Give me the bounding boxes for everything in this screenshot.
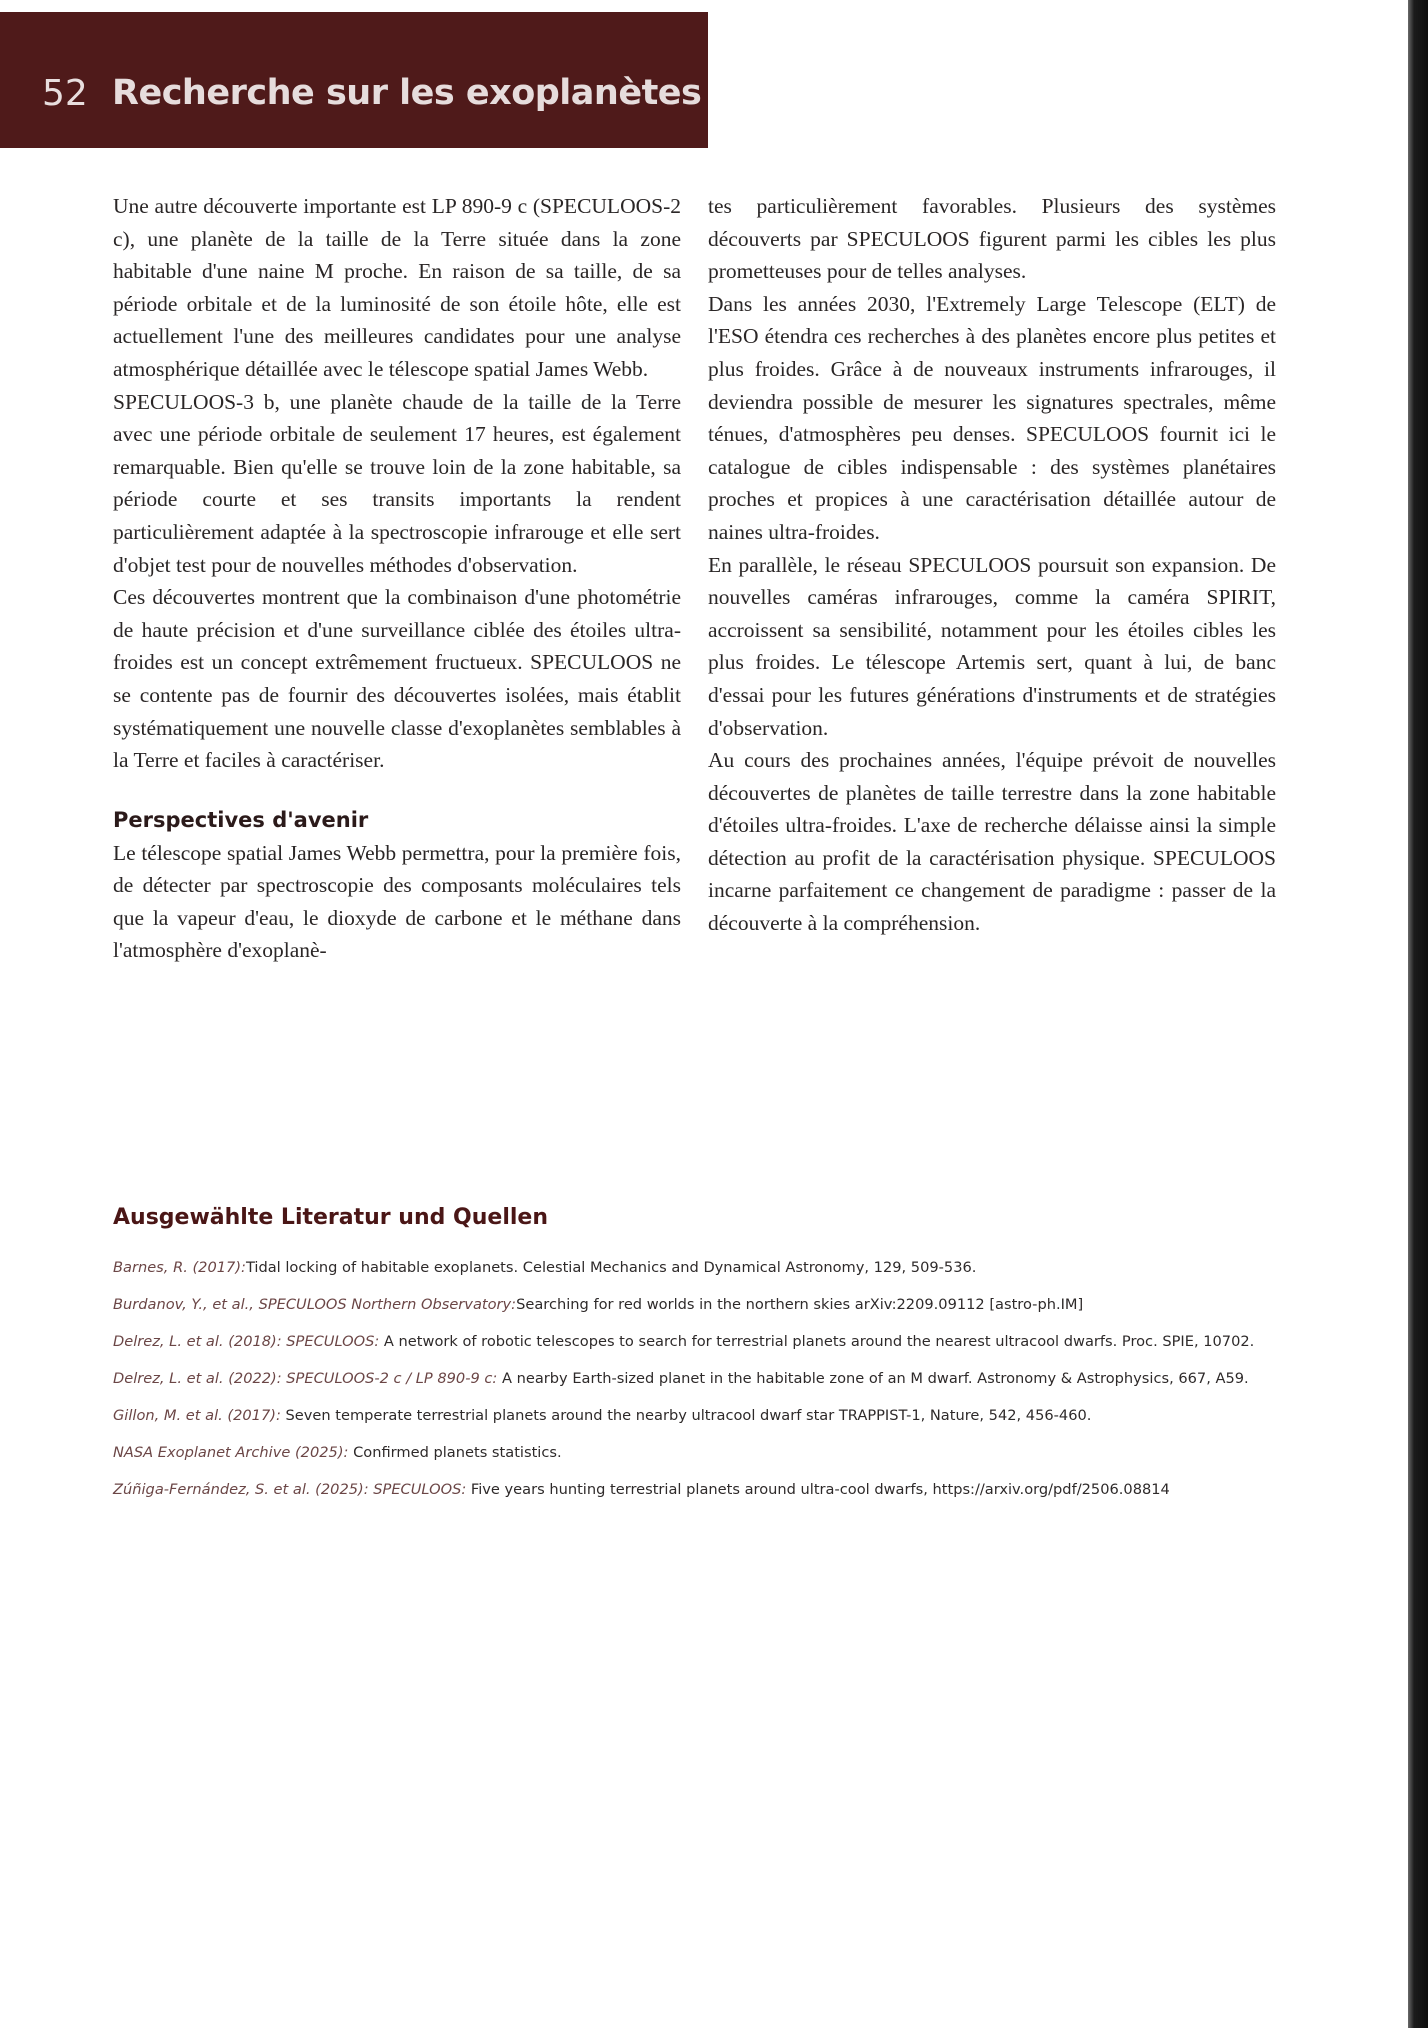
reference-item — [113, 1407, 1263, 1425]
paragraph: Au cours des prochaines années, l'équipe prévoit de nouvelles découvertes de planètes de taille terrestre dans la zone habitable d'étoiles ultra-froides. L'axe de recherche délaisse ainsi la simple détection au profit de la caractérisation physique. SPECULOOS incarne parfaitement ce changement de paradigme : passer de la découverte à la compréhension. — [708, 748, 1276, 936]
paragraph: Une autre découverte importante est LP 890-9 c (SPECULOOS-2 c), une planète de la taille de la Terre située dans la zone habitable d'une naine M proche. En raison de sa taille, de sa période orbitale et de la luminosité de son étoile hôte, elle est actuellement l'une des meilleures candidates pour une analyse atmosphérique détaillée avec le télescope spatial James Webb. — [113, 194, 681, 381]
reference-text: Tidal locking of habitable exoplanets. Celestial Mechanics and Dynamical Astronomy, 129, 509-536. — [245, 1259, 977, 1276]
page-number: 52 — [42, 73, 88, 114]
paragraph: Ces découvertes montrent que la combinaison d'une photométrie de haute précision et d'une surveillance ciblée des étoiles ultra-froides est un concept extrêmement fructueux. SPECULOOS ne se contente pas de fournir des découvertes isolées, mais établit systématiquement une nouvelle classe d'exoplanètes semblables à la Terre et faciles à caractériser. — [113, 585, 681, 773]
page-title: Recherche sur les exoplanètes — [112, 73, 702, 113]
section-heading: Perspectives d'avenir — [113, 807, 369, 832]
left-column — [113, 190, 681, 967]
paragraph: SPECULOOS-3 b, une planète chaude de la taille de la Terre avec une période orbitale de seulement 17 heures, est également remarquable. Bien qu'elle se trouve loin de la zone habitable, sa période courte et ses transits importants la rendent particulièrement adaptée à la spectroscopie infrarouge et elle sert d'objet test pour de nouvelles méthodes d'observation. — [113, 389, 681, 577]
reference-item — [113, 1296, 1263, 1314]
references-list — [113, 1259, 1263, 1518]
right-column — [708, 190, 1276, 940]
reference-author: Delrez, L. et al. (2022): SPECULOOS-2 c / LP 890-9 c: — [113, 1370, 498, 1387]
reference-author: Barnes, R. (2017): — [113, 1259, 246, 1276]
paragraph: tes particulièrement favorables. Plusieurs des systèmes découverts par SPECULOOS figurent parmi les cibles les plus prometteuses pour de telles analyses. — [708, 194, 1276, 284]
reference-text: A network of robotic telescopes to search for terrestrial planets around the nearest ultracool dwarfs. Proc. SPIE, 10702. — [379, 1333, 1255, 1350]
reference-text: Searching for red worlds in the northern skies arXiv:2209.09112 [astro-ph.IM] — [516, 1296, 1084, 1313]
reference-item — [113, 1444, 1263, 1462]
reference-text: A nearby Earth-sized planet in the habitable zone of an M dwarf. Astronomy & Astrophysics, 667, A59. — [497, 1370, 1249, 1387]
reference-text: Confirmed planets statistics. — [348, 1444, 562, 1461]
reference-author: Delrez, L. et al. (2018): SPECULOOS: — [113, 1333, 380, 1350]
references-title: Ausgewählte Literatur und Quellen — [113, 1205, 548, 1230]
paragraph: Le télescope spatial James Webb permettra, pour la première fois, de détecter par spectroscopie des composants moléculaires tels que la vapeur d'eau, le dioxyde de carbone et le méthane dans l'atmosphère d'exoplanè- — [113, 840, 681, 963]
reference-text: Seven temperate terrestrial planets around the nearby ultracool dwarf star TRAPPIST-1, Nature, 542, 456-460. — [280, 1407, 1092, 1424]
reference-author: Zúñiga-Fernández, S. et al. (2025): SPECULOOS: — [113, 1481, 467, 1498]
page-edge-shadow — [1408, 0, 1428, 2028]
reference-author: Burdanov, Y., et al., SPECULOOS Northern Observatory: — [113, 1296, 517, 1313]
reference-text: Five years hunting terrestrial planets around ultra-cool dwarfs, https://arxiv.org/pdf/2506.08814 — [466, 1481, 1170, 1498]
reference-item — [113, 1259, 1263, 1277]
reference-author: Gillon, M. et al. (2017): — [113, 1407, 281, 1424]
reference-item — [113, 1481, 1263, 1499]
paragraph: En parallèle, le réseau SPECULOOS poursuit son expansion. De nouvelles caméras infrarouges, comme la caméra SPIRIT, accroissent sa sensibilité, notamment pour les étoiles cibles les plus froides. Le télescope Artemis sert, quant à lui, de banc d'essai pour les futures générations d'instruments et de stratégies d'observation. — [708, 552, 1276, 740]
reference-item — [113, 1370, 1263, 1388]
paragraph: Dans les années 2030, l'Extremely Large Telescope (ELT) de l'ESO étendra ces recherches à des planètes encore plus petites et plus froides. Grâce à de nouveaux instruments infrarouges, il deviendra possible de mesurer les signatures spectrales, même ténues, d'atmosphères peu denses. SPECULOOS fournit ici le catalogue de cibles indispensable : des systèmes planétaires proches et propices à une caractérisation détaillée autour de naines ultra-froides. — [708, 291, 1276, 544]
reference-author: NASA Exoplanet Archive (2025): — [113, 1444, 349, 1461]
reference-item — [113, 1333, 1263, 1351]
